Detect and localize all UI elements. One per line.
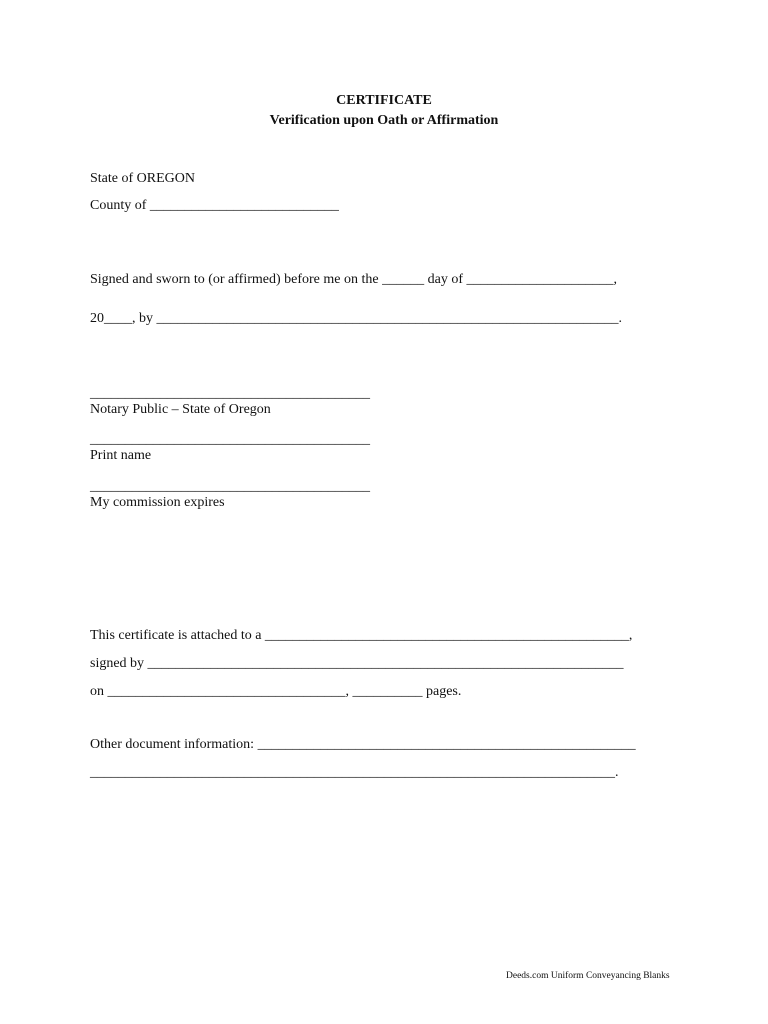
other-info-line-1: Other document information: ______________________________________________________ [90,737,636,752]
oath-line-1: Signed and sworn to (or affirmed) before me on the ______ day of _____________________, [90,272,617,287]
print-name-line: ________________________________________ [90,432,370,447]
document-title: CERTIFICATE [336,93,432,108]
footer-text: Deeds.com Uniform Conveyancing Blanks [506,971,670,981]
state-line: State of OREGON [90,171,195,186]
other-info-line-2: ___________________________________________________________________________. [90,765,619,780]
notary-label: Notary Public – State of Oregon [90,402,271,417]
notary-signature-line: ________________________________________ [90,386,370,401]
oath-line-2: 20____, by __________________________________________________________________. [90,311,622,326]
print-name-label: Print name [90,448,152,463]
commission-label: My commission expires [90,495,225,510]
county-line: County of ___________________________ [90,198,339,213]
commission-line: ________________________________________ [90,479,370,494]
attachment-line-2: signed by ____________________________________________________________________ [90,656,624,671]
document-subtitle: Verification upon Oath or Affirmation [269,113,499,128]
attachment-line-1: This certificate is attached to a ____________________________________________________, [90,628,633,643]
attachment-line-3: on __________________________________, __________ pages. [90,684,462,699]
